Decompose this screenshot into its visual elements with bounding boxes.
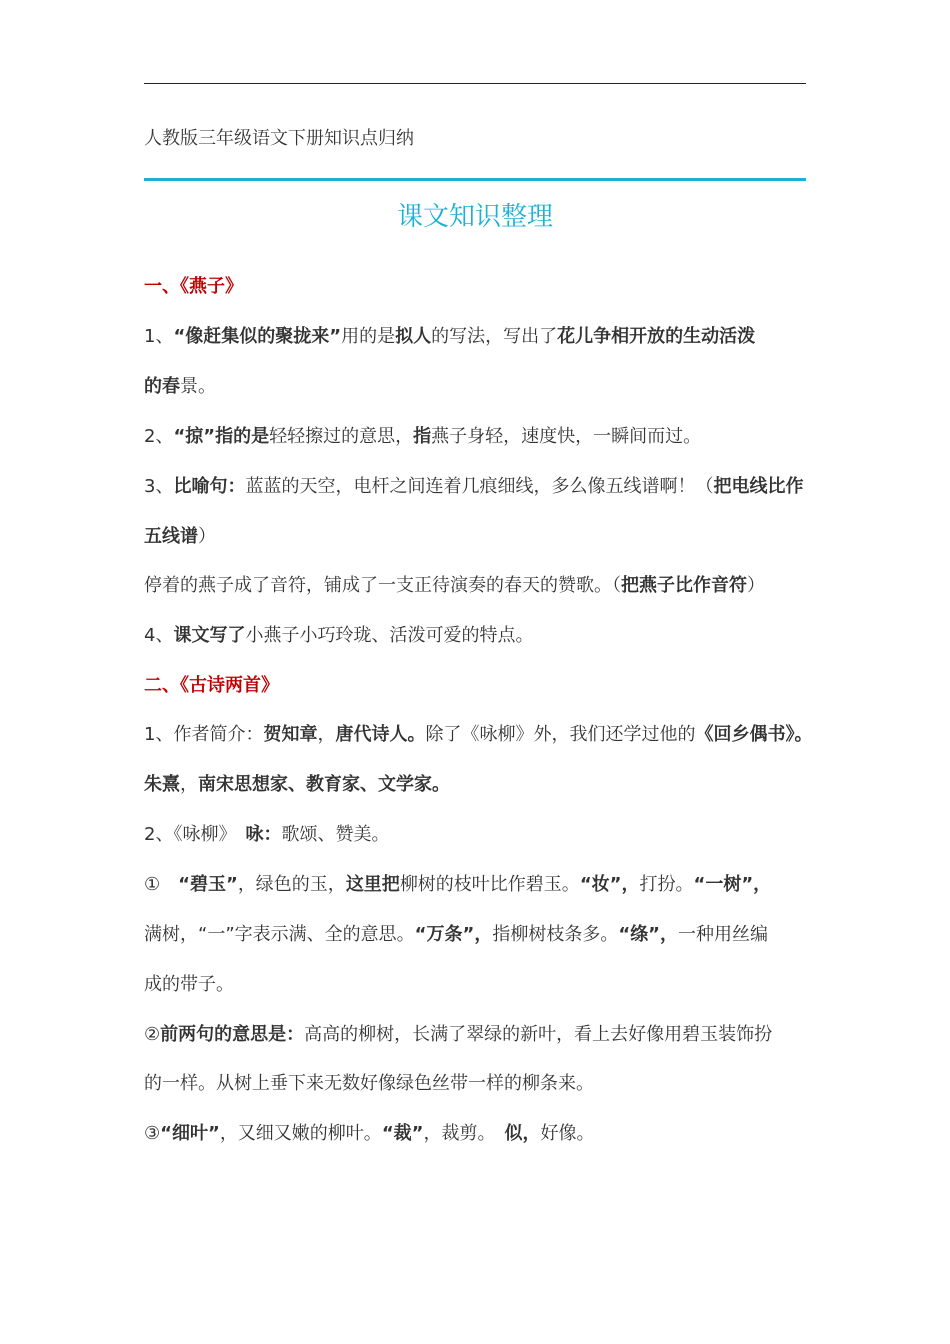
text-line [144,424,824,450]
text-span: 小燕子小巧玲珑、活泼可爱的特点。 [245,625,534,646]
section-heading: 二、《古诗两首》 [144,675,279,696]
bold-text: “一树”， [693,874,772,895]
bold-text: 《回乡偶书》。 [695,724,813,745]
text-span: ，又细又嫩的柳叶。 [219,1123,382,1144]
document-header: 人教版三年级语文下册知识点归纳 [144,128,414,149]
bold-text: “细叶” [160,1123,220,1144]
bold-text: 这里把 [345,874,400,895]
text-line [144,1022,824,1048]
bold-text: 花儿争相开放的生动活泼 [557,326,756,347]
text-span: 高高的柳树，长满了翠绿的新叶，看上去好像用碧玉装饰扮 [304,1024,773,1045]
text-span: 3、 [144,476,174,497]
text-span: 好像。 [540,1123,595,1144]
text-line [144,524,824,550]
bold-text: 把燕子比作音符 [621,575,747,596]
text-line [144,374,824,400]
text-line [144,972,824,998]
text-span: ，裁剪。 [423,1123,505,1144]
text-span: 轻轻擦过的意思， [269,426,414,447]
text-span: 一种用丝编 [678,924,768,945]
bold-text: “妆”， [579,874,640,895]
bold-text: “万条”， [414,924,493,945]
text-span: 1、 [144,326,174,347]
bold-text: 南宋思想家、教育家、文学家。 [198,774,450,795]
text-span: 打扮。 [639,874,694,895]
title-rule [144,178,806,181]
text-line [144,573,824,599]
text-line [144,324,824,350]
text-line [144,772,824,798]
text-span: ， [180,774,198,795]
text-span: ， [317,724,336,745]
text-span: 满树，“一”字表示满、全的意思。 [144,924,415,945]
bold-text: 课文写了 [173,625,246,646]
text-span: ③ [144,1123,161,1144]
text-span: ） [198,526,216,547]
text-span: ① [144,874,179,895]
text-line [144,1121,824,1147]
text-span: 蓝蓝的天空，电杆之间连着几痕细线，多么像五线谱啊！（ [245,476,714,497]
header-rule [144,83,806,84]
bold-text: 拟人 [395,326,432,347]
bold-text: “掠”指的是 [173,426,270,447]
text-span: ② [144,1024,161,1045]
bold-text: 比喻句： [173,476,246,497]
text-span: 成的带子。 [144,974,234,995]
text-span: 2、 [144,426,174,447]
bold-text: 唐代诗人。 [335,724,426,745]
bold-text: 咏： [245,824,282,845]
bold-text: 前两句的意思是： [160,1024,305,1045]
bold-text: 指 [413,426,432,447]
text-span: 的写法，写出了 [431,326,558,347]
text-span: 歌颂、赞美。 [281,824,390,845]
bold-text: 五线谱 [144,526,198,547]
text-span: 燕子身轻，速度快，一瞬间而过。 [431,426,702,447]
bold-text: “裁” [381,1123,424,1144]
text-line [144,623,824,649]
text-line [144,922,824,948]
text-span: 停着的燕子成了音符，铺成了一支正待演奏的春天的赞歌。（ [144,575,621,596]
bold-text: 贺知章 [263,724,318,745]
text-span: 4、 [144,625,174,646]
text-line [144,872,824,898]
text-span: ，绿色的玉， [237,874,346,895]
text-span: 1、作者简介： [144,724,264,745]
text-line [144,474,824,500]
bold-text: 朱熹 [144,774,180,795]
bold-text: 似， [504,1123,541,1144]
bold-text: “碧玉” [178,874,238,895]
text-span: 除了《咏柳》外，我们还学过他的 [425,724,696,745]
text-line [144,1071,824,1097]
bold-text: “像赶集似的聚拢来” [173,326,342,347]
text-span: 指柳树枝条多。 [492,924,619,945]
text-span: 的一样。从树上垂下来无数好像绿色丝带一样的柳条来。 [144,1073,594,1094]
bold-text: “绦”， [618,924,678,945]
text-line [144,722,824,748]
page-title: 课文知识整理 [396,202,553,232]
bold-text: 把电线比作 [713,476,804,497]
text-span: ） [747,575,765,596]
text-line [144,822,824,848]
section-heading: 一、《燕子》 [144,276,243,297]
text-span: 景。 [180,376,216,397]
text-span: 用的是 [341,326,396,347]
text-span: 柳树的枝叶比作碧玉。 [399,874,580,895]
bold-text: 的春 [144,376,180,397]
text-span: 2、《咏柳》 [144,824,246,845]
